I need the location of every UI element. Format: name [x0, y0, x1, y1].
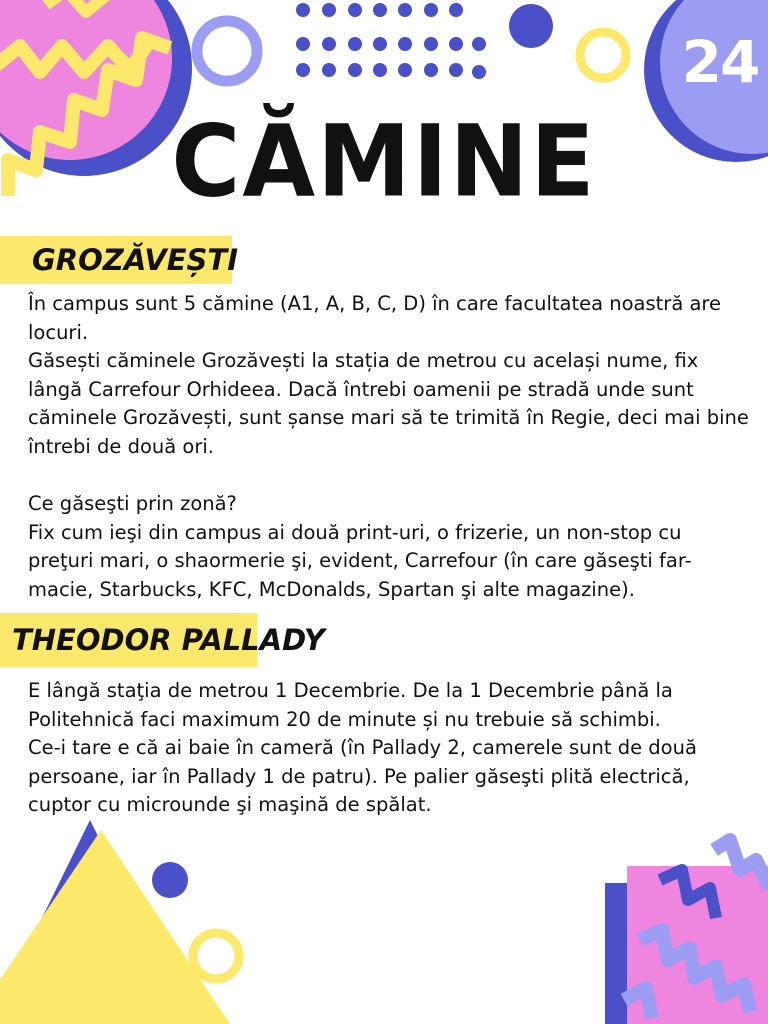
paragraph: Ce-i tare e că ai baie în cameră (în Pallady 2, camerele sunt de două persoane, iar în Pallady 1 de patru). Pe palier găseşti plită electrică, cuptor cu microunde şi maşină de spălat. — [28, 736, 697, 817]
paragraph: În campus sunt 5 cămine (A1, A, B, C, D) în care facultatea noastră are locuri. — [28, 292, 722, 344]
paragraph: Găsești căminele Grozăvești la stația de metrou cu același nume, fix lângă Carrefour Orhideea. Dacă întrebi oamenii pe stradă unde sunt căminele Grozăvești, sunt șanse mari să te trimită în Regie, deci mai bine întrebi de două ori. — [28, 349, 749, 458]
bottom-blue-dot — [152, 862, 188, 898]
section-heading-grozavesti: GROZĂVEȘTI — [0, 236, 232, 284]
page-number: 24 — [681, 28, 759, 96]
top-blue-dot — [509, 4, 553, 48]
dot-grid — [296, 3, 486, 79]
paragraph-gap — [28, 462, 750, 491]
top-ring — [197, 21, 257, 81]
top-yellow-ring — [580, 32, 626, 78]
section-heading-pallady: THEODOR PALLADY — [0, 613, 257, 667]
section-body-grozavesti — [28, 290, 750, 605]
paragraph: Fix cum ieşi din campus ai două print-uri, o frizerie, un non-stop cu preţuri mari, o shaormerie şi, evident, Carrefour (în care găseşti far-macie, Starbucks, KFC, McDonalds, Spartan şi alte magazine). — [28, 520, 692, 601]
page-title: CĂMINE — [171, 105, 597, 220]
bottom-yellow-ring — [193, 933, 239, 979]
bottom-left-yellow-triangle — [0, 830, 230, 1024]
paragraph: Ce găseşti prin zonă? — [28, 492, 237, 516]
section-body-pallady — [28, 677, 750, 820]
paragraph: E lângă staţia de metrou 1 Decembrie. De la 1 Decembrie până la Politehnică faci maximum 20 de minute și nu trebuie să schimbi. — [28, 679, 673, 731]
